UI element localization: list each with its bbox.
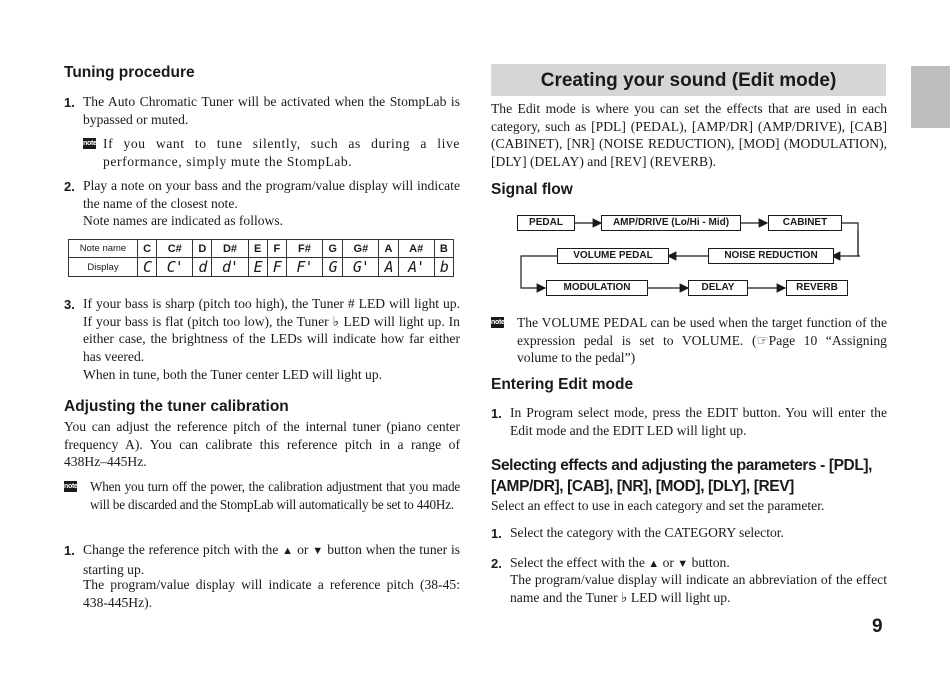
pointing-hand-icon: ☞: [756, 332, 769, 348]
note-cell: C: [138, 240, 157, 258]
step-text: Play a note on your bass and the program/value display will indicate the name of the closest note.: [83, 178, 460, 211]
note-icon: note: [491, 319, 505, 326]
step-text: Select the category with the CATEGORY selector.: [510, 525, 784, 540]
arrow-to-noise: [832, 230, 858, 256]
up-triangle-icon: ▲: [648, 558, 660, 570]
tuning-procedure-heading: Tuning procedure: [64, 64, 195, 81]
down-triangle-icon: ▼: [312, 545, 324, 557]
note-text: If you want to tune silently, such as during a live performance, simply mute the StompLab.: [103, 136, 460, 169]
reverb-box: REVERB: [786, 280, 848, 296]
note-icon: note: [64, 483, 78, 490]
edit-mode-intro: The Edit mode is where you can set the effects that are used in each category, such as [PDL] (PEDAL), [AMP/DR] (AMP/DRIVE), [CAB] (CABINET), [NR] (NOISE REDUCTION), [MOD] (MODULATION), [DLY] (DELAY) and [REV] (REVERB).: [491, 101, 887, 169]
noise-reduction-box: NOISE REDUCTION: [708, 248, 834, 264]
calibration-heading: Adjusting the tuner calibration: [64, 398, 289, 415]
step-text: In Program select mode, press the EDIT button. You will enter the Edit mode and the EDIT LED will light up.: [510, 405, 887, 438]
calibration-text: You can adjust the reference pitch of the internal tuner (piano center frequency A). You can calibrate this reference pitch in a range of 438Hz–445Hz.: [64, 419, 460, 470]
note-cell: A: [379, 240, 398, 258]
display-cell: F': [286, 258, 322, 277]
step-number: 2.: [64, 179, 75, 194]
volume-pedal-box: VOLUME PEDAL: [557, 248, 669, 264]
page-number: 9: [872, 616, 883, 637]
display-cell: C: [138, 258, 157, 277]
note-icon: note: [83, 140, 97, 147]
note-cell: C#: [157, 240, 193, 258]
display-cell: F: [267, 258, 286, 277]
step-number: 1.: [64, 543, 75, 558]
display-cell: C': [157, 258, 193, 277]
entering-edit-mode-heading: Entering Edit mode: [491, 376, 634, 393]
display-cell: d: [193, 258, 212, 277]
note-cell: E: [248, 240, 267, 258]
select-step-2-subtext: The program/value display will indicate an abbreviation of the effect name and the Tuner ♭ LED will light up.: [510, 572, 887, 605]
note-cell: A#: [398, 240, 434, 258]
down-triangle-icon: ▼: [677, 558, 689, 570]
display-cell: G': [343, 258, 379, 277]
step-3-subtext: When in tune, both the Tuner center LED will light up.: [83, 367, 383, 382]
note-cell: F: [267, 240, 286, 258]
display-cell: A': [398, 258, 434, 277]
step-text: If your bass is sharp (pitch too high), the Tuner # LED will light up. If your bass is flat (pitch too low), the Tuner ♭ LED will light up. In either case, the brightness of the LEDs will indicate how far either has veered.: [83, 296, 460, 364]
note-cell: B: [434, 240, 453, 258]
step-2-subtext: Note names are indicated as follows.: [83, 213, 284, 228]
display-cell: A: [379, 258, 398, 277]
display-cell: b: [434, 258, 453, 277]
flat-symbol: ♭: [621, 589, 628, 605]
display-cell: E: [248, 258, 267, 277]
modulation-box: MODULATION: [546, 280, 648, 296]
note-cell: D: [193, 240, 212, 258]
display-cell: G: [323, 258, 343, 277]
row-label: Display: [69, 258, 138, 277]
step-number: 1.: [64, 95, 75, 110]
flat-symbol: ♭: [332, 313, 340, 329]
note-text: When you turn off the power, the calibration adjustment that you made will be discarded and the StompLab will automatically be set to 440Hz.: [90, 479, 460, 512]
edit-mode-heading: Creating your sound (Edit mode): [540, 70, 837, 91]
note-cell: F#: [286, 240, 322, 258]
sharp-symbol: #: [347, 296, 355, 311]
selecting-effects-heading: Selecting effects and adjusting the parameters - [PDL], [AMP/DR], [CAB], [NR], [MOD], [DLY], [REV]: [491, 457, 873, 495]
step-number: 2.: [491, 556, 502, 571]
step-number: 3.: [64, 297, 75, 312]
selecting-effects-intro: Select an effect to use in each category and set the parameter.: [491, 498, 825, 513]
note-cell: D#: [212, 240, 248, 258]
step-text: The Auto Chromatic Tuner will be activated when the StompLab is bypassed or muted.: [83, 94, 460, 127]
pedal-box: PEDAL: [517, 215, 575, 231]
up-triangle-icon: ▲: [282, 545, 294, 557]
signal-flow-heading: Signal flow: [491, 181, 573, 198]
calibration-step-1-subtext: The program/value display will indicate a reference pitch (38-45: 438-445Hz).: [83, 577, 460, 610]
note-cell: G#: [343, 240, 379, 258]
display-cell: d': [212, 258, 248, 277]
note-cell: G: [323, 240, 343, 258]
row-label: Note name: [69, 240, 138, 258]
delay-box: DELAY: [688, 280, 748, 296]
step-text: Change the reference pitch with the ▲ or ▼ button when the tuner is starting up.: [83, 542, 461, 577]
step-number: 1.: [491, 526, 502, 541]
amp-drive-box: AMP/DRIVE (Lo/Hi - Mid): [601, 215, 741, 231]
cabinet-box: CABINET: [768, 215, 842, 231]
note-text: The VOLUME PEDAL can be used when the target function of the expression pedal is set to VOLUME. (☞Page 10 “Assigning volume to the pedal”): [517, 315, 887, 366]
step-number: 1.: [491, 406, 502, 421]
line-cabinet-down: [840, 223, 860, 256]
step-text: Select the effect with the ▲ or ▼ button.: [510, 555, 730, 570]
